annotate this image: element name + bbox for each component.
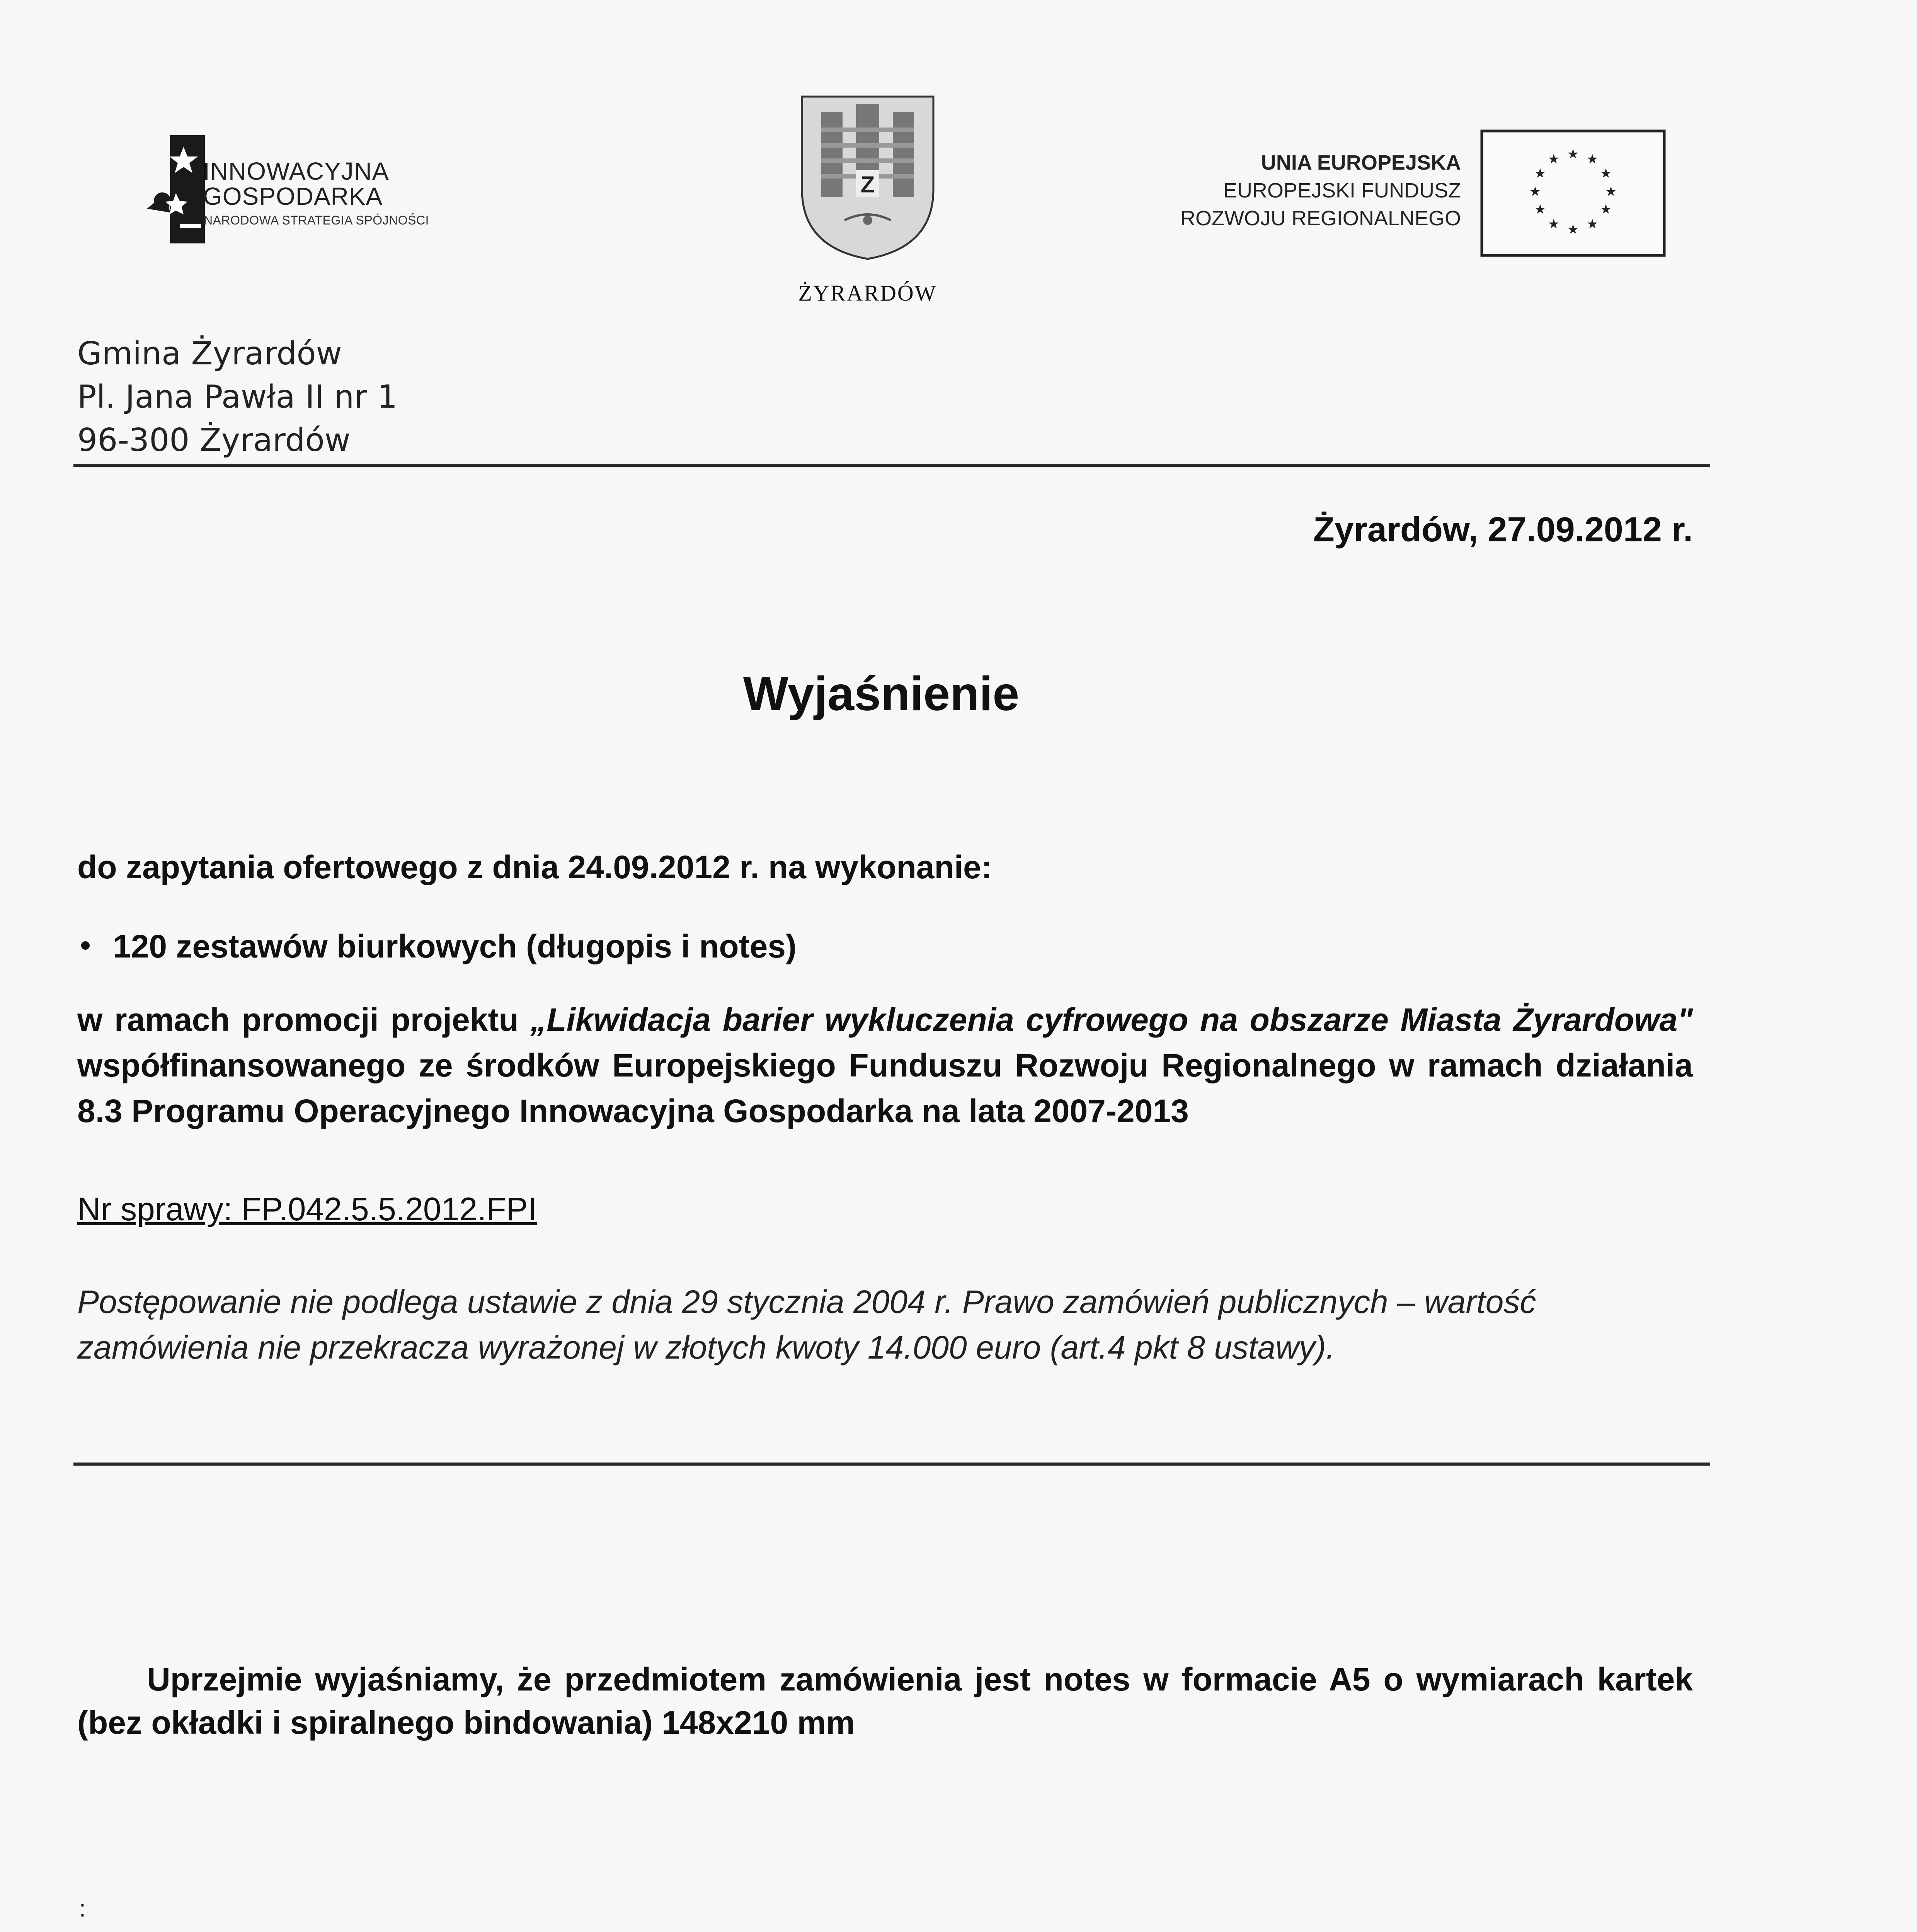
svg-text:★: ★ — [1600, 202, 1612, 217]
svg-text:★: ★ — [1548, 151, 1560, 167]
paragraph-lead: w ramach promocji projektu — [77, 1002, 531, 1038]
svg-text:★: ★ — [1567, 146, 1579, 162]
eu-line-2: EUROPEJSKI FUNDUSZ — [1223, 179, 1461, 202]
eu-flag-icon — [1480, 129, 1666, 257]
svg-text:★: ★ — [1534, 166, 1546, 181]
svg-text:★: ★ — [1548, 216, 1560, 232]
bullet-icon — [81, 941, 90, 950]
logo-line-3: NARODOWA STRATEGIA SPÓJNOŚCI — [204, 213, 429, 227]
eu-logo-text — [1074, 149, 1461, 232]
svg-text:★: ★ — [1600, 166, 1612, 181]
svg-text:★: ★ — [1534, 202, 1546, 217]
section-divider — [73, 1463, 1710, 1466]
svg-text:★: ★ — [1529, 184, 1541, 199]
legal-note: Postępowanie nie podlega ustawie z dnia 29 stycznia 2004 r. Prawo zamówień publicznych – wartość zamówienia nie przekracza wyrażonej w złotych kwoty 14.000 euro (art.4 pkt 8 ustawy). — [77, 1284, 1536, 1366]
bullet-list-item — [77, 923, 1693, 969]
answer-text: Uprzejmie wyjaśniamy, że przedmiotem zamówienia jest notes w formacie A5 o wymiarach kartek (bez okładki i spiralnego bindowania) 148x210 mm — [77, 1661, 1693, 1741]
svg-text:Z: Z — [860, 172, 875, 197]
bullet-text: 120 zestawów biurkowych (długopis i notes) — [113, 928, 797, 964]
zyrardow-coat-of-arms-icon — [798, 93, 937, 263]
eu-line-3: ROZWOJU REGIONALNEGO — [1180, 207, 1461, 230]
svg-text:★: ★ — [1605, 184, 1617, 199]
coat-of-arms-caption: ŻYRARDÓW — [798, 281, 937, 306]
project-paragraph — [77, 997, 1693, 1134]
svg-text:★: ★ — [1586, 216, 1599, 232]
logo-line-1: INNOWACYJNA — [203, 157, 389, 185]
innowacyjna-gospodarka-mark-icon — [147, 135, 205, 243]
document-date: Żyrardów, 27.09.2012 r. — [1313, 510, 1693, 549]
sender-address — [77, 332, 657, 462]
innowacyjna-gospodarka-logo — [147, 128, 495, 251]
official-stamp — [1206, 1930, 1670, 1932]
header-divider — [73, 464, 1710, 467]
intro-text: do zapytania ofertowego z dnia 24.09.2012 r. na wykonanie: — [77, 849, 992, 885]
document-title: Wyjaśnienie — [743, 667, 1020, 721]
eu-line-1: UNIA EUROPEJSKA — [1261, 151, 1461, 174]
paragraph-rest: współfinansowanego ze środków Europejskiego Funduszu Rozwoju Regionalnego w ramach działania 8.3 Programu Operacyjnego Innowacyjna Gospodarka na lata 2007-2013 — [77, 1047, 1693, 1129]
colon-mark: : — [79, 1896, 86, 1922]
sender-line-2: Pl. Jana Pawła II nr 1 — [77, 379, 398, 415]
svg-text:★: ★ — [1586, 151, 1599, 167]
sender-line-3: 96-300 Żyrardów — [77, 422, 351, 459]
case-number: Nr sprawy: FP.042.5.5.2012.FPI — [77, 1191, 537, 1227]
project-name: „Likwidacja barier wykluczenia cyfrowego na obszarze Miasta Żyrardowa" — [530, 1002, 1693, 1038]
svg-text:★: ★ — [1567, 222, 1579, 237]
logo-line-2: GOSPODARKA — [203, 182, 383, 210]
sender-line-1: Gmina Żyrardów — [77, 335, 342, 372]
